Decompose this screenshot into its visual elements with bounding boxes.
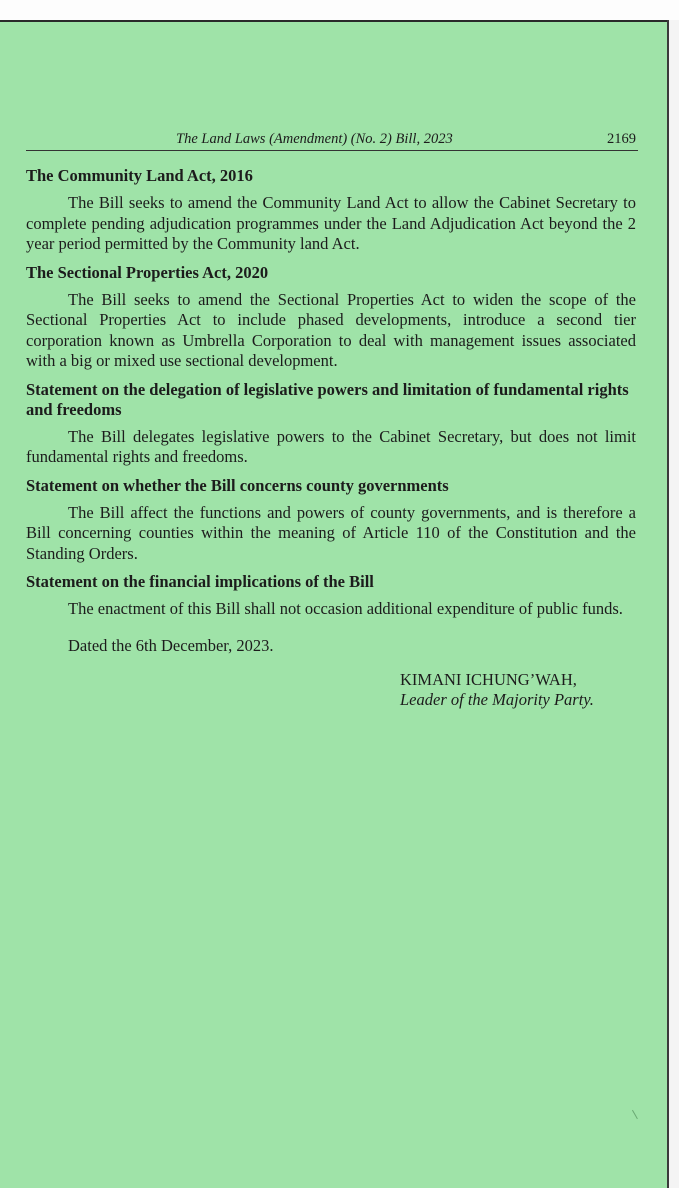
page-edge [667,20,679,1190]
section-financial-statement [26,572,636,620]
top-strip [0,0,679,22]
signer-name: KIMANI ICHUNG’WAH, [400,669,577,689]
running-header [26,130,638,151]
header-title: The Land Laws (Amendment) (No. 2) Bill, 2023 [176,131,453,147]
section-community-land [26,166,636,255]
page-number: 2169 [607,131,636,147]
section-county-statement [26,476,636,565]
section-paragraph: The Bill affect the functions and powers of county governments, and is therefore a Bill concerning counties within the meaning of Article 110 of the Constitution and the Standing Orders. [26,502,636,563]
section-delegation-statement [26,380,636,468]
signer-title: Leader of the Majority Party. [400,689,594,709]
document-body [26,166,636,710]
section-heading: The Sectional Properties Act, 2020 [26,262,269,282]
signature-block [400,670,636,710]
section-heading: Statement on the delegation of legislative powers and limitation of fundamental rights and freedoms [26,379,629,419]
section-paragraph: The Bill delegates legislative powers to the Cabinet Secretary, but does not limit fundamental rights and freedoms. [26,426,636,466]
section-heading: Statement on whether the Bill concerns county governments [26,475,449,495]
section-heading: Statement on the financial implications of the Bill [26,572,374,591]
section-sectional-properties [26,263,636,372]
section-paragraph: The enactment of this Bill shall not occasion additional expenditure of public funds. [68,599,623,618]
section-heading: The Community Land Act, 2016 [26,166,253,185]
bottom-strip [0,1188,679,1200]
section-paragraph: The Bill seeks to amend the Community Land Act to allow the Cabinet Secretary to complete pending adjudication programmes under the Land Adjudication Act beyond the 2 year period permitted by the Community land Act. [26,193,636,253]
date-line: Dated the 6th December, 2023. [68,635,274,655]
section-paragraph: The Bill seeks to amend the Sectional Properties Act to widen the scope of the Sectional Properties Act to include phased developments, introduce a second tier corporation known as Umbrella Corporation to deal with management issues associated with a big or mixed use sectional development. [26,289,636,370]
